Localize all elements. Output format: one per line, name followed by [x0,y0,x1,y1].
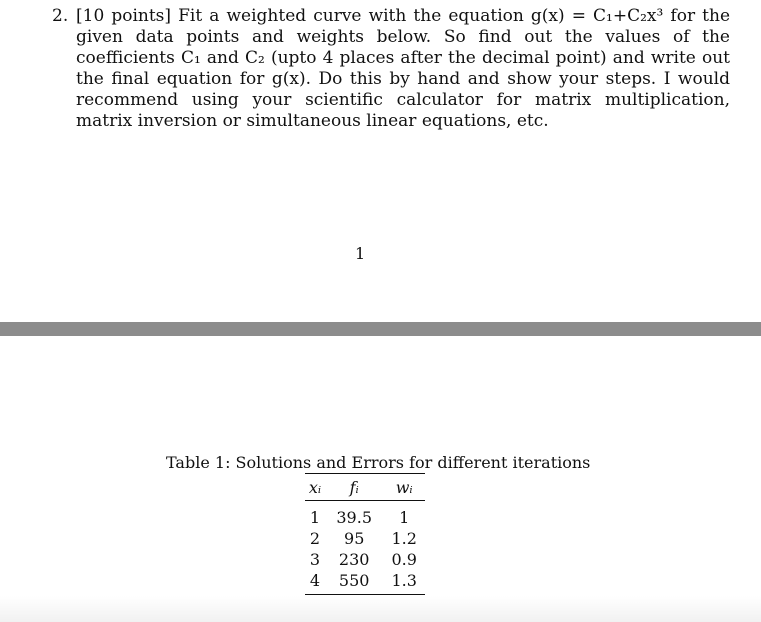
problem-number: 2. [52,6,69,26]
cell-f: 230 [338,550,370,569]
cell-x: 2 [309,529,321,548]
header-w: wᵢ [395,477,413,497]
cell-w: 1 [399,508,410,527]
header-f: fᵢ [349,477,359,497]
cell-f: 95 [344,529,365,548]
table-header-row [305,474,425,501]
cell-x: 1 [309,508,321,527]
problem-statement [52,6,732,131]
header-x: xᵢ [308,477,322,497]
page-number: 1 [355,244,366,263]
table-row [305,501,425,529]
table-caption: Table 1: Solutions and Errors for different iterations [166,453,591,472]
page-bottom-shadow [0,596,761,622]
problem-text: [10 points] Fit a weighted curve with the equation g(x) = C₁+C₂x³ for the given data points and weights below. So find out the values of the coefficients C₁ and C₂ (upto 4 places after the decimal point) and write out the final equation for g(x). Do this by hand and show your steps. I would recommend using your scientific calculator for matrix multiplication, matrix inversion or simultaneous linear equations, etc. [76,6,730,131]
cell-f: 39.5 [336,508,372,527]
cell-x: 4 [309,571,321,590]
cell-f: 550 [338,571,370,590]
table-row [305,570,425,595]
cell-x: 3 [309,550,321,569]
table-row [305,528,425,549]
data-table [305,474,425,595]
cell-w: 0.9 [391,550,417,569]
cell-w: 1.3 [391,571,417,590]
table-row [305,549,425,570]
cell-w: 1.2 [391,529,417,548]
page-2 [0,336,761,622]
page-separator [0,322,761,336]
